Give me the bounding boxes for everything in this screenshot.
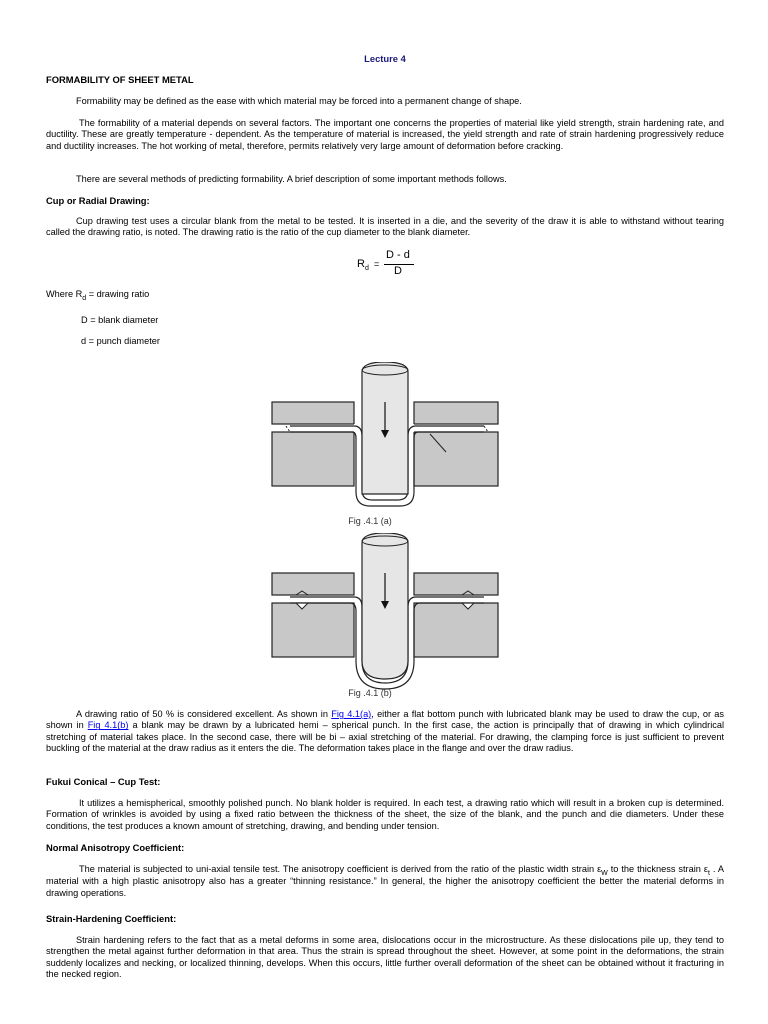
paragraph-definition: Formability may be defined as the ease with which material may be forced into a permanent change of shape.	[76, 96, 522, 106]
die-left	[272, 603, 354, 657]
formula-numerator: D - d	[386, 249, 410, 261]
link-fig-4-1b[interactable]: Fig 4.1(b)	[87, 720, 129, 731]
paragraph-cup-drawing: Cup drawing test uses a circular blank from the metal to be tested. It is inserted in a die, and the severity of the draw it is able to withstand without tearing called the drawing ratio, is noted. The drawing ratio is the ratio of the cup diameter to the blank diameter.	[46, 216, 724, 238]
heading-strain-hardening: Strain-Hardening Coefficient:	[46, 913, 177, 924]
blank-holder-left	[272, 402, 354, 424]
figure-caption-a: Fig .4.1 (a)	[348, 516, 392, 526]
figure-caption-b: Fig .4.1 (b)	[348, 688, 392, 698]
paragraph-strain-hardening: Strain hardening refers to the fact that as a metal deforms in some area, dislocations occur in the microstructure. As these dislocations pile up, they tend to strengthen the metal against further deformation in that area. Thus the strain is spread throughout the sheet. However, at some point in the deformations, the strain suddenly localizes and necking, or localized thinning, develops. When this occurs, little further overall deformation of the sheet can be obtained without it fracturing in the necked region.	[46, 935, 724, 980]
heading-anisotropy: Normal Anisotropy Coefficient:	[46, 842, 185, 853]
definition-blank-diameter: D = blank diameter	[81, 315, 159, 325]
link-fig-4-1a[interactable]: Fig 4.1(a)	[331, 709, 372, 719]
die-right	[414, 432, 498, 486]
heading-cup-drawing: Cup or Radial Drawing:	[46, 195, 150, 206]
where-line: Where $R_d$ = drawing ratio	[46, 289, 150, 302]
blank-holder-right	[414, 402, 498, 424]
blank-holder-left	[272, 573, 354, 595]
lecture-heading: Lecture 4	[364, 53, 406, 64]
formula-denominator: D	[394, 265, 402, 277]
page-title: FORMABILITY OF SHEET METAL	[46, 74, 194, 85]
formula-equals: =	[374, 259, 380, 269]
die-right	[414, 603, 498, 657]
formula-r: $R_d$	[357, 258, 369, 272]
paragraph-anisotropy: The material is subjected to uni-axial tensile test. The anisotropy coefficient is derived from the ratio of the plastic width strain $\varepsilon_W$ to the thickness strain $\varepsilon_t$ . A material with a high plastic anisotropy also has a greater “thinning resistance.” In general, the higher the anisotropy coefficient the better the material deforms in drawing operations.	[46, 864, 725, 898]
drawing-ratio-formula	[357, 250, 427, 280]
figure-4-1a-flat-punch	[270, 362, 500, 512]
blank-holder-right	[414, 573, 498, 595]
paragraph-factors: The formability of a material depends on several factors. The important one concerns the properties of material like yield strength, strain hardening rate, and ductility. These are greatly temperature - dependent. As the temperature of material is increased, the yield strength and rate of strain hardening progressively reduce and ductility increases. The hot working of metal, therefore, permits relatively very large amount of deformation before cracking.	[46, 118, 724, 151]
paragraph-drawing-ratio: A drawing ratio of 50 % is considered excellent. As shown in Fig 4.1(a), either a flat bottom punch with lubricated blank may be used to draw the cup, or as shown in Fig 4.1(b) a blank may be drawn by a lubricated hemi – spherical punch. In the first case, the action is principally that of drawing in which cylindrical stretching of material takes place. In the second case, there will be bi – axial stretching of the material. For drawing, the clamping force is just sufficient to prevent buckling of the material at the draw radius as it enters the die. The deformation takes place in the flange and over the draw radius.	[46, 709, 724, 754]
paragraph-fukui-test: It utilizes a hemispherical, smoothly polished punch. No blank holder is required. In each test, a drawing ratio which will result in a broken cup is determined. Formation of wrinkles is avoided by using a fixed ratio between the thickness of the sheet, the size of the blank, and the punch and die diameters. Under these conditions, the test produces a known amount of stretching, drawing, and bending under tension.	[46, 798, 724, 831]
die-left	[272, 432, 354, 486]
paragraph-methods: There are several methods of predicting formability. A brief description of some important methods follows.	[76, 174, 507, 184]
definition-punch-diameter: d = punch diameter	[81, 336, 160, 346]
heading-fukui-test: Fukui Conical – Cup Test:	[46, 776, 161, 787]
figure-4-1b-hemispherical-punch	[270, 533, 500, 693]
